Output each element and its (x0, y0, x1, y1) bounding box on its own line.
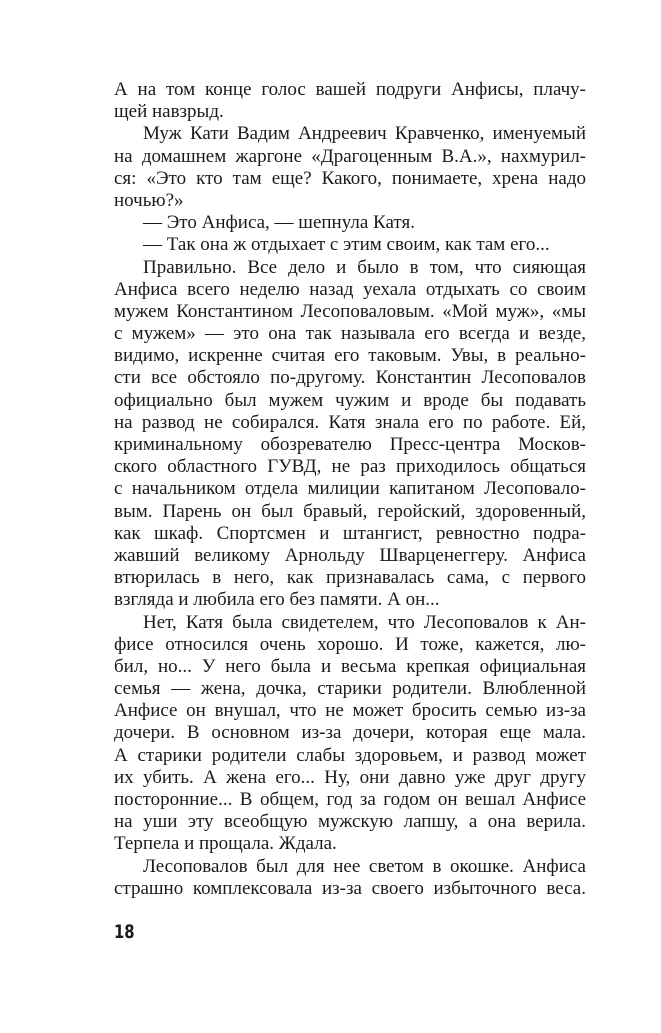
text-line: Терпела и прощала. Ждала. (114, 833, 337, 855)
text-line: как шкаф. Спортсмен и штангист, ревностно подра- (114, 522, 586, 544)
text-line: на уши эту всеобщую мужскую лапшу, а она верила. (114, 811, 586, 833)
text-line: сти все обстояло по-другому. Константин Лесоповалов (114, 367, 586, 389)
text-line: Анфиса всего неделю назад уехала отдыхать со своим (114, 278, 586, 300)
text-line: Нет, Катя была свидетелем, что Лесоповалов к Ан- (143, 611, 586, 633)
text-line: взгляда и любила его без памяти. А он... (114, 589, 440, 611)
text-line: фисе относился очень хорошо. И тоже, кажется, лю- (114, 633, 586, 655)
text-line: их убить. А жена его... Ну, они давно уже друг другу (114, 766, 586, 788)
text-line: дочери. В основном из-за дочери, которая еще мала. (114, 722, 586, 744)
text-line: страшно комплексовала из-за своего избыточного веса. (114, 877, 586, 899)
text-line: Анфисе он внушал, что не может бросить семью из-за (114, 700, 586, 722)
text-line: Муж Кати Вадим Андреевич Кравченко, именуемый (143, 123, 586, 145)
text-line: семья — жена, дочка, старики родители. Влюбленной (114, 678, 586, 700)
text-line: ся: «Это кто там еще? Какого, понимаете, хрена надо (114, 167, 586, 189)
text-line: мужем Константином Лесоповаловым. «Мой муж», «мы (114, 300, 586, 322)
text-line: А старики родители слабы здоровьем, и развод может (114, 744, 586, 766)
body-text (114, 79, 586, 900)
text-line: видимо, искренне считая его таковым. Увы, в реально- (114, 345, 586, 367)
text-line: ского областного ГУВД, не раз приходилось общаться (114, 456, 586, 478)
text-line: бил, но... У него была и весьма крепкая официальная (114, 655, 586, 677)
text-line: криминальному обозревателю Пресс-центра Москов- (114, 434, 586, 455)
text-line: на развод не собирался. Катя знала его по работе. Ей, (114, 411, 586, 433)
text-line: вым. Парень он был бравый, геройский, здоровенный, (114, 500, 586, 522)
text-line: А на том конце голос вашей подруги Анфисы, плачу- (114, 79, 586, 100)
text-line: втюрилась в него, как признавалась сама, с первого (114, 567, 586, 589)
text-line: — Это Анфиса, — шепнула Катя. (143, 212, 415, 234)
text-line: с мужем» — это она так называла его всегда и везде, (114, 323, 586, 345)
text-line: щей навзрыд. (114, 101, 224, 123)
text-line: на домашнем жаргоне «Драгоценным В.А.», нахмурил- (114, 145, 586, 167)
text-line: ночью?» (114, 189, 184, 211)
text-line: — Так она ж отдыхает с этим своим, как там его... (143, 234, 550, 256)
text-line: посторонние... В общем, год за годом он вешал Анфисе (114, 789, 586, 810)
text-line: с начальником отдела милиции капитаном Лесоповало- (114, 478, 586, 500)
text-line: Лесоповалов был для нее светом в окошке. Анфиса (143, 855, 586, 877)
text-line: официально был мужем чужим и вроде бы подавать (114, 389, 586, 411)
text-line: жавший великому Арнольду Шварценеггеру. Анфиса (114, 544, 586, 566)
text-line: Правильно. Все дело и было в том, что сияющая (143, 256, 586, 278)
page-number: 18 (114, 921, 135, 943)
